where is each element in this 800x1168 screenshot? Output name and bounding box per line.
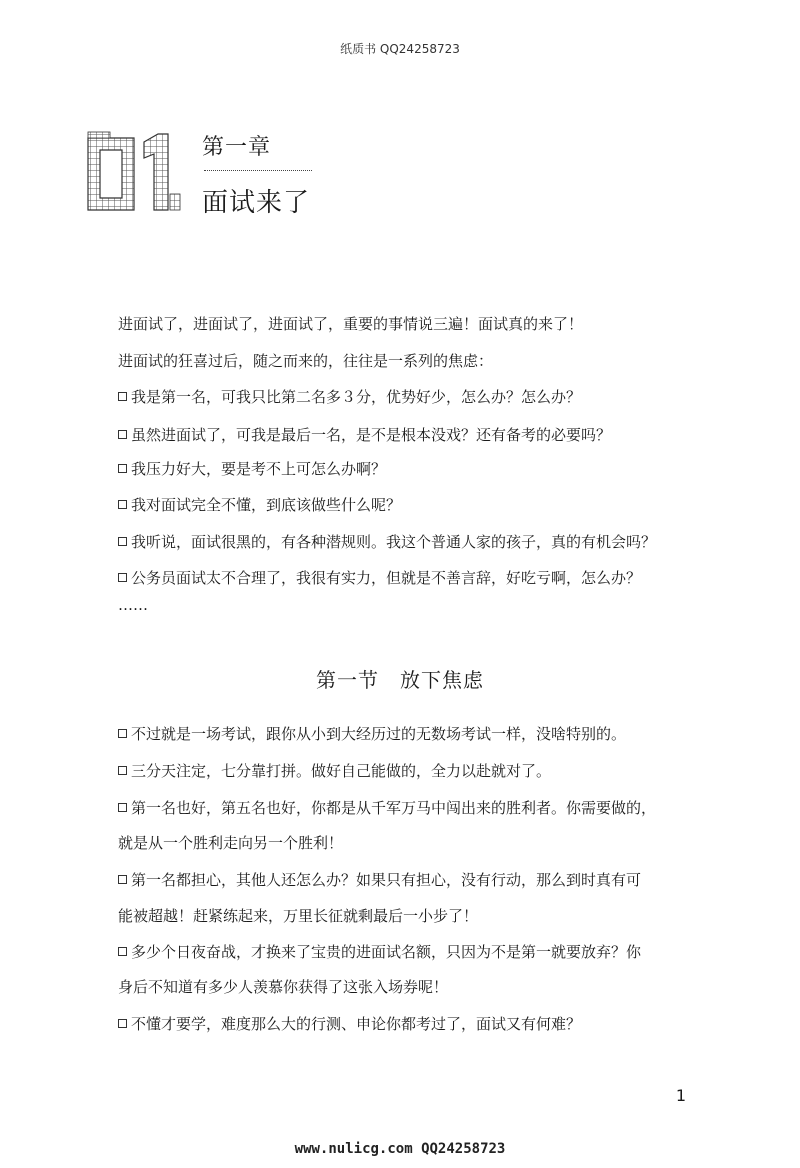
- header-watermark: 纸质书 QQ24258723: [340, 42, 460, 56]
- checkbox-bullet-icon: [118, 464, 127, 473]
- checkbox-bullet-icon: [118, 430, 127, 439]
- ellipsis: ……: [118, 596, 148, 614]
- advice-continuation: 能被超越！赶紧练起来，万里长征就剩最后一小步了！: [118, 907, 479, 925]
- advice-text: 第一名也好，第五名也好，你都是从千军万马中闯出来的胜利者。你需要做的，: [131, 799, 657, 817]
- worry-text: 我是第一名，可我只比第二名多３分，优势好少，怎么办？怎么办？: [131, 388, 582, 406]
- worry-text: 我听说，面试很黑的，有各种潜规则。我这个普通人家的孩子，真的有机会吗？: [131, 533, 657, 551]
- worry-item: [118, 424, 611, 445]
- worry-text: 我压力好大，要是考不上可怎么办啊？: [131, 460, 387, 478]
- checkbox-bullet-icon: [118, 875, 127, 884]
- advice-item: [118, 941, 641, 962]
- advice-item: [118, 760, 551, 781]
- checkbox-bullet-icon: [118, 392, 127, 401]
- chapter-label: 第一章: [202, 135, 272, 160]
- advice-text: 不过就是一场考试，跟你从小到大经历过的无数场考试一样，没啥特别的。: [131, 725, 627, 743]
- advice-text: 三分天注定，七分靠打拼。做好自己能做的，全力以赴就对了。: [131, 762, 552, 780]
- checkbox-bullet-icon: [118, 500, 127, 509]
- advice-item: [118, 1013, 581, 1034]
- section-title: 第一节 放下焦虑: [316, 668, 484, 692]
- advice-text: 多少个日夜奋战，才换来了宝贵的进面试名额，只因为不是第一就要放弃？你: [131, 943, 642, 961]
- advice-text: 不懂才要学，难度那么大的行测、申论你都考过了，面试又有何难？: [131, 1015, 582, 1033]
- page-number: 1: [675, 1086, 686, 1105]
- worry-text: 虽然进面试了，可我是最后一名，是不是根本没戏？还有备考的必要吗？: [131, 426, 612, 444]
- advice-continuation: 就是从一个胜利走向另一个胜利！: [118, 834, 344, 852]
- chapter-number-graphic: [84, 128, 182, 214]
- footer-watermark: www.nulicg.com QQ24258723: [294, 1141, 506, 1157]
- advice-item: [118, 869, 641, 890]
- worry-item: [118, 531, 656, 552]
- advice-continuation: 身后不知道有多少人羡慕你获得了这张入场券呢！: [118, 978, 449, 996]
- checkbox-bullet-icon: [118, 803, 127, 812]
- intro-line: 进面试的狂喜过后，随之而来的，往往是一系列的焦虑：: [118, 352, 494, 370]
- worry-text: 公务员面试太不合理了，我很有实力，但就是不善言辞，好吃亏啊，怎么办？: [131, 569, 642, 587]
- worry-item: [118, 494, 401, 515]
- checkbox-bullet-icon: [118, 1019, 127, 1028]
- chapter-divider: [204, 170, 312, 171]
- checkbox-bullet-icon: [118, 573, 127, 582]
- intro-line: 进面试了，进面试了，进面试了，重要的事情说三遍！面试真的来了！: [118, 315, 584, 333]
- worry-item: [118, 567, 641, 588]
- checkbox-bullet-icon: [118, 537, 127, 546]
- advice-item: [118, 797, 656, 818]
- checkbox-bullet-icon: [118, 947, 127, 956]
- worry-item: [118, 458, 386, 479]
- checkbox-bullet-icon: [118, 766, 127, 775]
- worry-item: [118, 386, 581, 407]
- advice-text: 第一名都担心，其他人还怎么办？如果只有担心，没有行动，那么到时真有可: [131, 871, 642, 889]
- chapter-title: 面试来了: [202, 188, 311, 218]
- checkbox-bullet-icon: [118, 729, 127, 738]
- advice-item: [118, 723, 626, 744]
- worry-text: 我对面试完全不懂，到底该做些什么呢？: [131, 496, 402, 514]
